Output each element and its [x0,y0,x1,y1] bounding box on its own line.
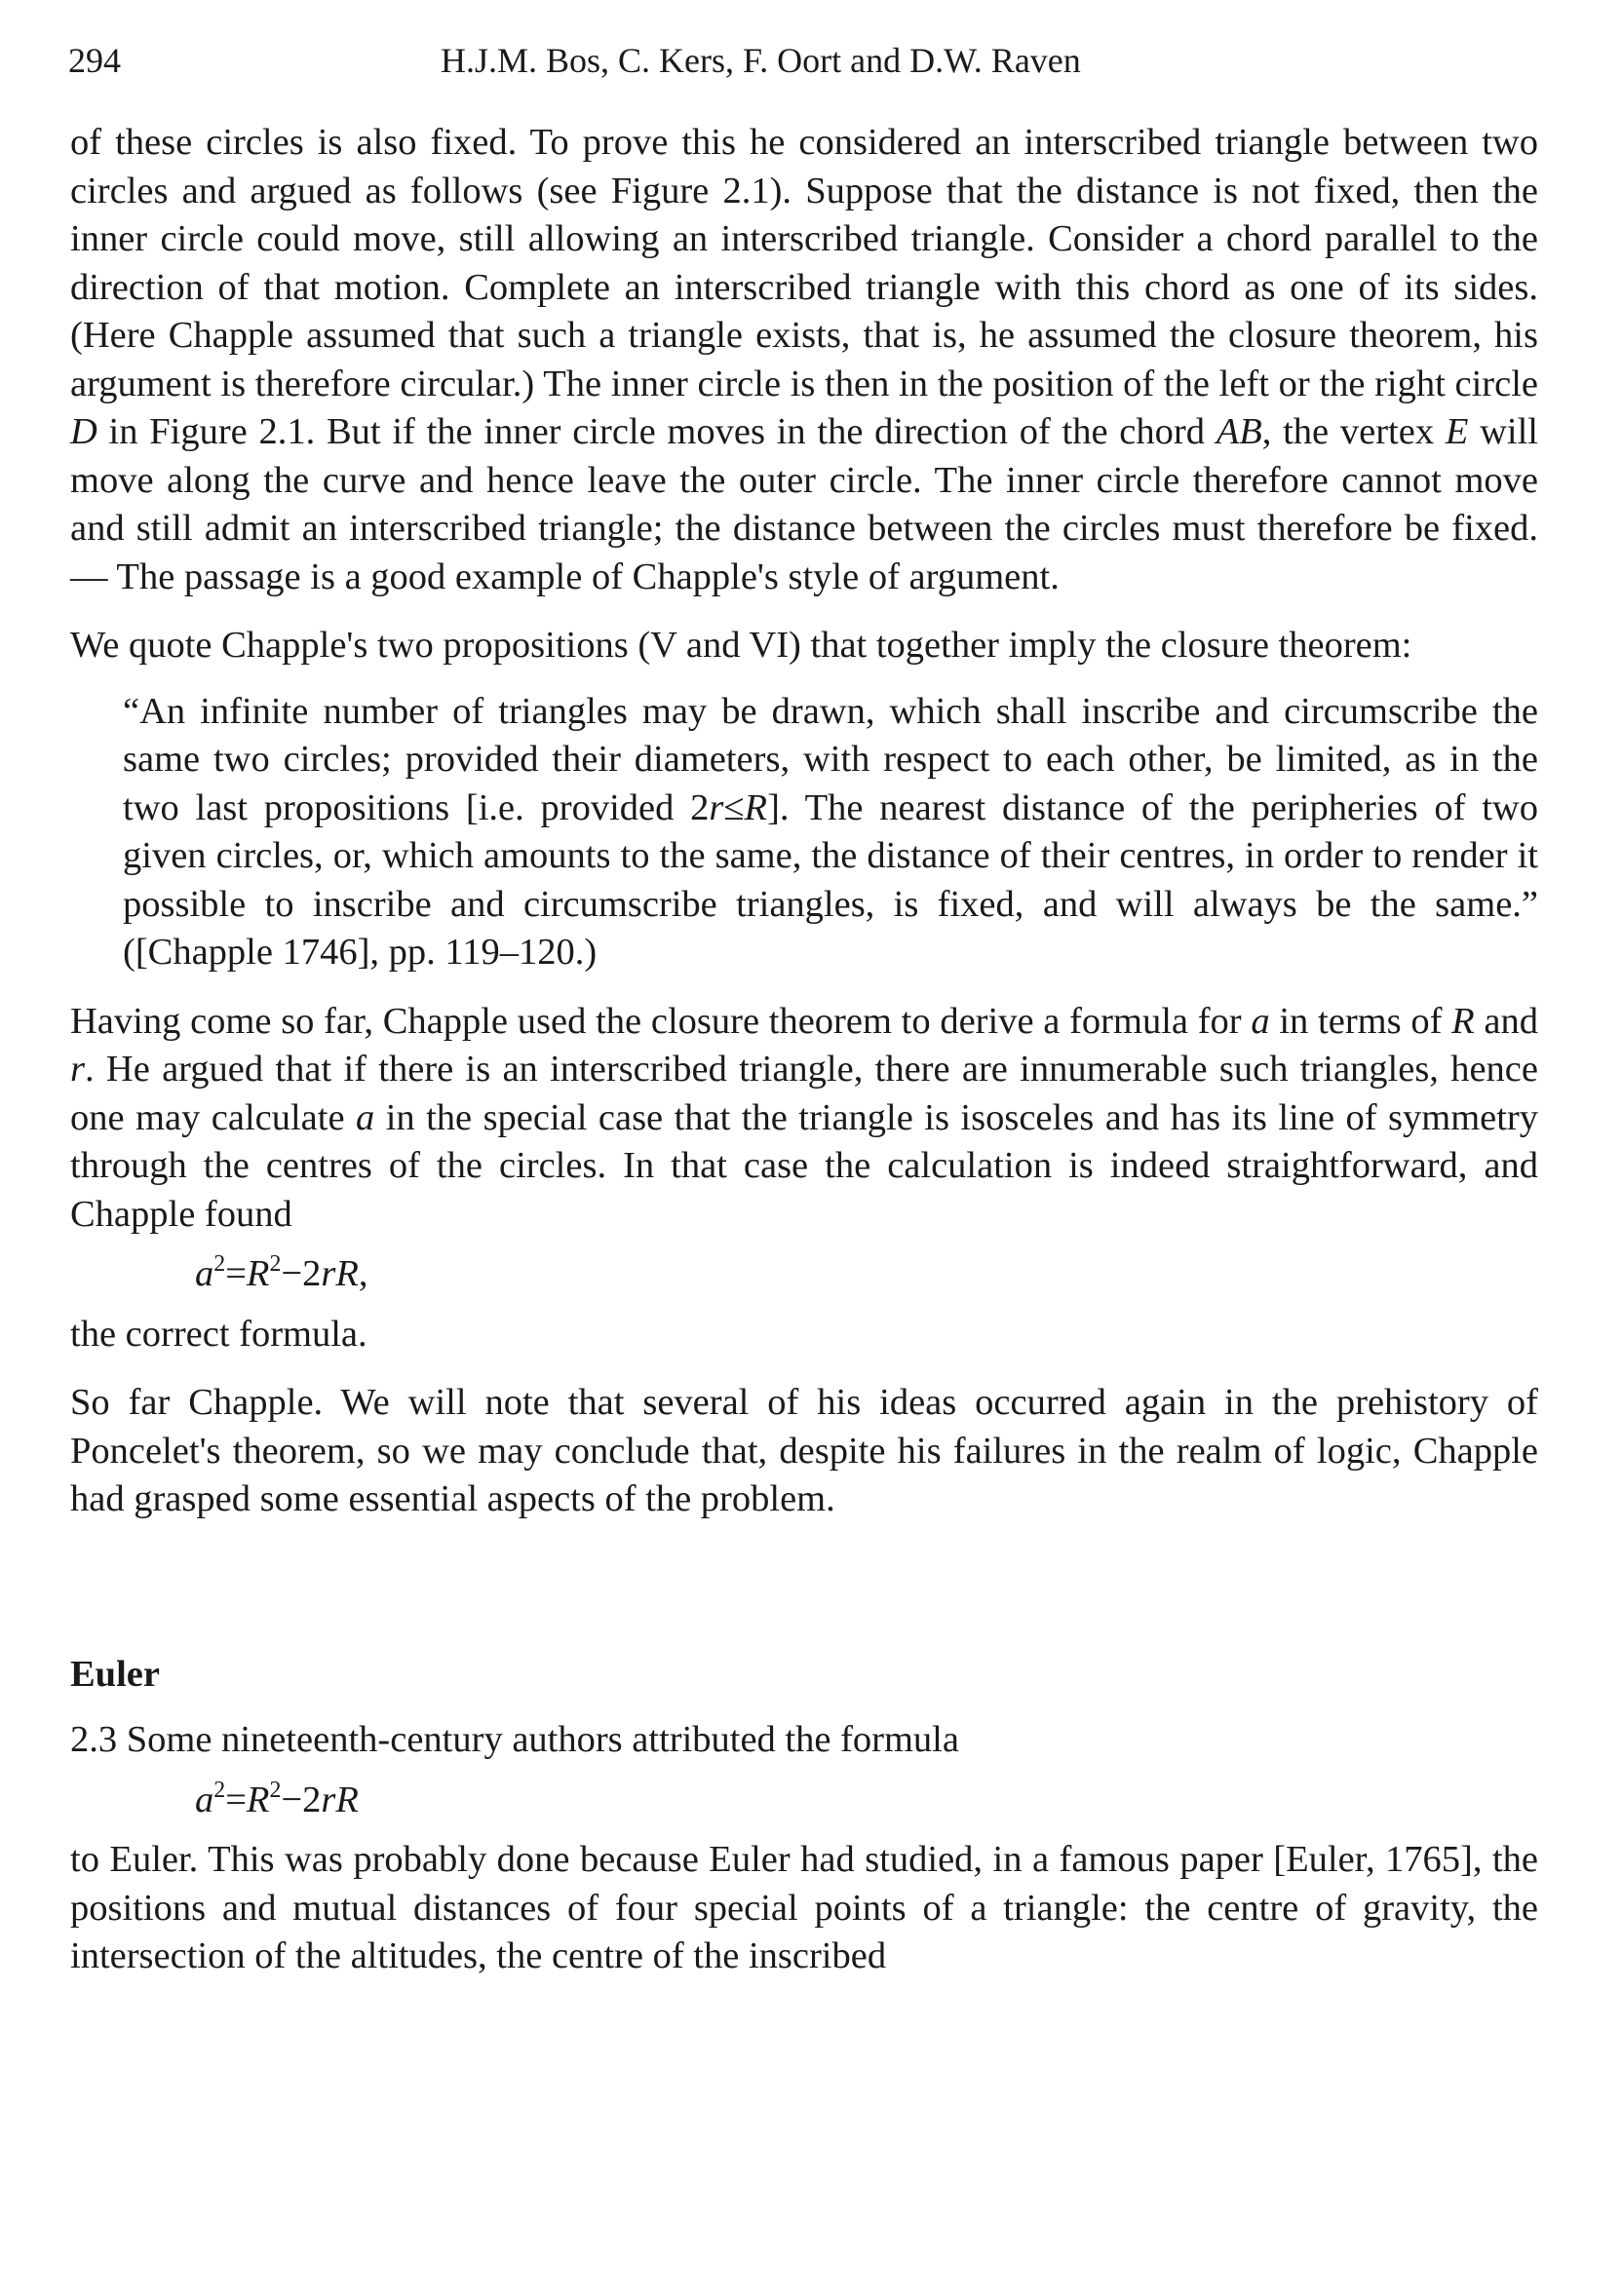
formula-1: $a^2=R^2-2rR$, [195,1251,368,1294]
paragraph-1: of these circles is also fixed. To prove this he considered an interscribed triangle between two circles and argued as follows (see Figure 2.1). Suppose that the distance is not fixed, then the inner circle could move, still allowing an interscribed triangle. Consider a chord parallel to the direction of that motion. Complete an interscribed triangle with this chord as one of its sides. (Here Chapple assumed that such a triangle exists, that is, he assumed the closure theorem, his argument is therefore circular.) The inner circle is then in the position of the left or the right circle D in Figure 2.1. But if the inner circle moves in the direction of the chord AB, the vertex E will move along the curve and hence leave the outer circle. The inner circle therefore cannot move and still admit an interscribed triangle; the distance between the circles must therefore be fixed. — The passage is a good example of Chapple's style of argument. [70,122,1538,597]
block-quote [123,688,1538,977]
page-number: 294 [68,41,121,80]
paragraph-2: We quote Chapple's two propositions (V and VI) that together imply the closure theorem: [70,625,1412,666]
formula-2: $a^2=R^2-2rR$ [195,1777,359,1820]
running-head-authors: H.J.M. Bos, C. Kers, F. Oort and D.W. Raven [441,41,1081,80]
body-text [70,119,1538,1981]
quote-text: “An infinite number of triangles may be drawn, which shall inscribe and circumscribe the same two circles; provided their diameters, with respect to each other, be limited, as in the two last propositions [i.e. provided 2r≤R]. The nearest distance of the peripheries of two given circles, or, which amounts to the same, the distance of their centres, in order to render it possible to inscribe and circumscribe triangles, is fixed, and will always be the same.” ([Chapple 1746], pp. 119–120.) [123,690,1538,973]
paragraph-4: the correct formula. [70,1313,367,1355]
paragraph-7: to Euler. This was probably done because Euler had studied, in a famous paper [Euler, 1765], the positions and mutual distances of four special points of a triangle: the centre of gravity, the intersection of the altitudes, the centre of the inscribed [70,1839,1538,1976]
paragraph-5: So far Chapple. We will note that several of his ideas occurred again in the prehistory of Poncelet's theorem, so we may conclude that, despite his failures in the realm of logic, Chapple had grasped some essential aspects of the problem. [70,1382,1538,1519]
paragraph-3: Having come so far, Chapple used the closure theorem to derive a formula for a in terms of R and r. He argued that if there is an interscribed triangle, there are innumerable such triangles, hence one may calculate a in the special case that the triangle is isosceles and has its line of symmetry through the centres of the circles. In that case the calculation is indeed straightforward, and Chapple found [70,1000,1539,1235]
paragraph-6: 2.3 Some nineteenth-century authors attributed the formula [70,1719,959,1760]
section-heading: Euler [70,1653,160,1695]
